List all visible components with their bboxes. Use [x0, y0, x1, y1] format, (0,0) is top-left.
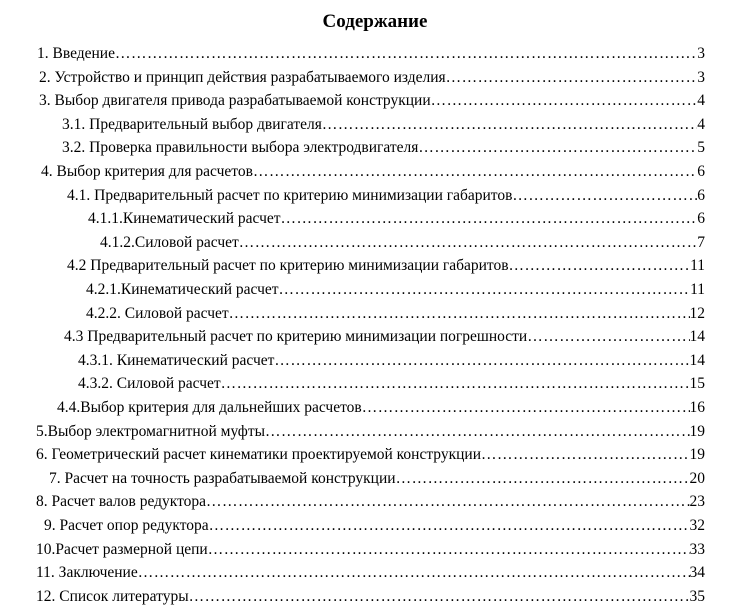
toc-entry-page: 6 — [697, 186, 705, 204]
toc-dot-leader — [115, 43, 697, 65]
toc-entry-label: 2. Устройство и принцип действия разрабатываемого изделия — [39, 68, 446, 86]
toc-entry-label: 4.2 Предварительный расчет по критерию минимизации габаритов — [67, 257, 509, 275]
toc-entry-page: 14 — [689, 351, 705, 369]
toc-entry-page: 6 — [697, 210, 705, 228]
toc-entry-page: 14 — [689, 328, 705, 346]
toc-dot-leader — [431, 90, 698, 112]
toc-entry — [86, 279, 705, 301]
toc-entry-label: 1. Введение — [37, 45, 115, 62]
toc-entry-label: 4.1.1.Кинематический расчет — [88, 210, 281, 228]
toc-dot-leader — [362, 397, 690, 419]
toc-entry-label: 12. Список литературы — [36, 587, 189, 605]
toc-entry — [78, 373, 705, 395]
toc-entry-label: 4.4.Выбор критерия для дальнейших расчетов — [57, 399, 362, 416]
toc-entry-label: 4.2.2. Силовой расчет — [86, 304, 229, 322]
toc-entry — [100, 232, 705, 254]
toc-entry-page: 3 — [697, 45, 705, 62]
toc-entry-label: 3. Выбор двигателя привода разрабатываемой конструкции — [39, 92, 431, 110]
toc-entry-page: 32 — [689, 517, 705, 534]
toc-entry — [67, 185, 705, 207]
toc-entry-page: 5 — [697, 139, 705, 157]
toc-entry-label: 10.Расчет размерной цепи — [36, 540, 208, 558]
toc-entry — [49, 468, 705, 490]
toc-entry-label: 4.1.2.Силовой расчет — [100, 233, 239, 251]
toc-dot-leader — [512, 185, 697, 207]
toc-entry-page: 33 — [689, 540, 705, 558]
toc-dot-leader — [509, 255, 691, 277]
toc-dot-leader — [418, 137, 697, 159]
toc-entry-label: 5.Выбор электромагнитной муфты — [36, 422, 266, 440]
toc-entry-label: 4.3.2. Силовой расчет — [78, 375, 221, 393]
toc-entry-label: 4.3 Предварительный расчет по критерию минимизации погрешности — [64, 328, 528, 346]
toc-entry — [44, 515, 705, 537]
toc-entry-label: 8. Расчет валов редуктора — [36, 493, 207, 511]
toc-entry-label: 3.1. Предварительный выбор двигателя — [62, 115, 322, 133]
toc-entry-page: 15 — [689, 375, 705, 393]
toc-entry — [41, 161, 705, 183]
toc-entry — [88, 208, 705, 230]
toc-entry-label: 7. Расчет на точность разрабатываемой конструкции — [49, 469, 396, 487]
toc-entry-page: 19 — [689, 446, 705, 464]
toc-dot-leader — [274, 350, 689, 372]
toc-entry-page: 6 — [697, 163, 705, 180]
toc-dot-leader — [138, 562, 690, 584]
toc-entry — [36, 421, 705, 443]
toc-entry — [36, 539, 705, 561]
toc-entry-page: 20 — [689, 469, 705, 487]
toc-dot-leader — [189, 586, 690, 608]
toc-entry-page: 4 — [697, 115, 705, 133]
toc-entry — [62, 137, 705, 159]
toc-entry-page: 35 — [689, 587, 705, 605]
toc-entry-label: 4.2.1.Кинематический расчет — [86, 281, 279, 298]
toc-dot-leader — [208, 539, 690, 561]
toc-entry — [64, 326, 705, 348]
toc-dot-leader — [281, 208, 698, 230]
toc-entry-label: 6. Геометрический расчет кинематики проектируемой конструкции — [36, 446, 482, 464]
toc-dot-leader — [265, 421, 689, 443]
toc-entry-page: 19 — [689, 422, 705, 440]
toc-entry — [36, 491, 705, 513]
toc-entry — [39, 67, 705, 89]
toc-dot-leader — [396, 468, 690, 490]
toc-dot-leader — [221, 373, 690, 395]
toc-entry — [62, 114, 705, 136]
toc-entry-page: 16 — [689, 399, 705, 416]
toc-entry — [39, 90, 705, 112]
toc-dot-leader — [239, 232, 697, 254]
toc-entry — [78, 350, 705, 372]
toc-entry-page: 4 — [697, 92, 705, 110]
toc-entry-page: 11 — [690, 281, 705, 298]
toc-entry — [36, 444, 705, 466]
toc-entry-page: 7 — [697, 233, 705, 251]
toc-entry-label: 4.1. Предварительный расчет по критерию минимизации габаритов — [67, 186, 513, 204]
toc-dot-leader — [229, 303, 690, 325]
toc-entry — [36, 586, 705, 608]
toc-entry — [36, 562, 705, 584]
toc-dot-leader — [446, 67, 698, 89]
toc-dot-leader — [206, 491, 689, 513]
toc-dot-leader — [322, 114, 697, 136]
toc-entry — [37, 43, 705, 65]
toc-entry-label: 3.2. Проверка правильности выбора электродвигателя — [62, 139, 419, 157]
toc-entry-label: 4. Выбор критерия для расчетов — [41, 163, 253, 180]
toc-entry — [67, 255, 705, 277]
toc-entry-label: 11. Заключение — [36, 564, 138, 582]
toc-entry-page: 11 — [690, 257, 705, 275]
toc-entry-page: 12 — [689, 304, 705, 322]
toc-dot-leader — [527, 326, 689, 348]
toc-dot-leader — [253, 161, 697, 183]
toc-entry — [86, 303, 705, 325]
toc-dot-leader — [279, 279, 691, 301]
toc-dot-leader — [209, 515, 690, 537]
toc-entry-page: 3 — [697, 68, 705, 86]
toc-entry-page: 23 — [689, 493, 705, 511]
toc-dot-leader — [481, 444, 689, 466]
toc-entry — [57, 397, 705, 419]
toc-entry-label: 9. Расчет опор редуктора — [44, 517, 209, 534]
toc-entry-label: 4.3.1. Кинематический расчет — [78, 351, 275, 369]
page-title: Содержание — [322, 11, 428, 32]
toc-entry-page: 34 — [689, 564, 705, 582]
